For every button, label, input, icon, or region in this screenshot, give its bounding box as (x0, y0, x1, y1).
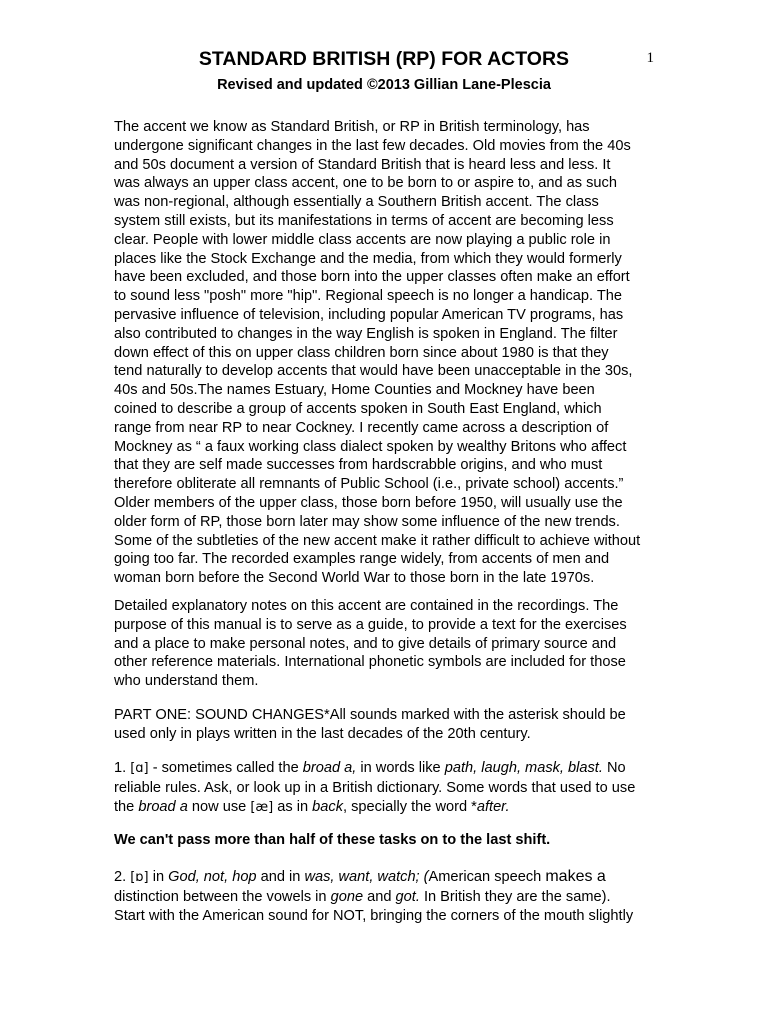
part-one-heading-paragraph (114, 706, 655, 744)
italic-examples: was, want, watch; ( (304, 869, 429, 885)
text-line: was non-regional, although essentially a Southern British accent. The class (114, 194, 599, 211)
text-line: who understand them. (114, 673, 259, 690)
text-line: coined to describe a group of accents spoken in South East England, which (114, 400, 602, 417)
text-run: - sometimes called the (148, 760, 303, 776)
text-line: pervasive influence of television, including popular American TV programs, has (114, 306, 624, 323)
text-line: was always an upper class accent, one to be born to or aspire to, and as such (114, 175, 617, 192)
text-line: down effect of this on upper class children born since about 1980 is that they (114, 344, 609, 361)
text-run: , specially the word * (343, 798, 477, 815)
purpose-paragraph (114, 597, 655, 691)
text-line: Some of the subtleties of the new accent make it rather difficult to achieve without (114, 532, 641, 549)
text-run: as in (273, 798, 313, 815)
text-line: Detailed explanatory notes on this accent are contained in the recordings. The (114, 598, 619, 614)
italic-example: got. (395, 888, 420, 905)
text-line: woman born before the Second World War to those born in the late 1970s. (114, 570, 595, 587)
document-subtitle: Revised and updated ©2013 Gillian Lane-Plescia (217, 77, 551, 93)
text-line: system still exists, but its manifestations in terms of accent are becoming less (114, 212, 614, 229)
bold-note: We can't pass more than half of these tasks on to the last shift. (114, 832, 551, 848)
text-line: PART ONE: SOUND CHANGES*All sounds marked with the asterisk should be (114, 707, 626, 723)
text-line: range from near RP to near Cockney. I recently came across a description of (114, 419, 609, 436)
document-title: STANDARD BRITISH (RP) FOR ACTORS (198, 48, 570, 70)
italic-term: broad a (138, 798, 188, 815)
text-line: that they are self made successes from hardscrabble origins, and who must (114, 457, 603, 474)
item-number: 1. (114, 760, 131, 776)
text-line: The accent we know as Standard British, or RP in British terminology, has (114, 119, 590, 135)
text-run: In British they are the same). (419, 888, 611, 905)
sound-item-1 (114, 759, 655, 817)
text-run: in (148, 869, 169, 885)
text-line: Older members of the upper class, those born before 1950, will usually use the (114, 494, 623, 511)
text-line: and 50s document a version of Standard British that is heard less and less. It (114, 156, 611, 173)
text-line: older form of RP, those born later may show some influence of the new trends. (114, 513, 620, 530)
sound-item-2 (114, 868, 655, 925)
text-line: therefore obliterate all remnants of Public School (i.e., private school) accents.” (114, 476, 624, 493)
text-line: tend naturally to develop accents that would have been unacceptable in the 30s, (114, 363, 633, 380)
text-line: and a place to make personal notes, and to give details of primary source and (114, 635, 617, 652)
text-line: undergone significant changes in the last few decades. Old movies from the 40s (114, 137, 631, 154)
text-line: going too far. The recorded examples range widely, from accents of men and (114, 551, 610, 568)
text-run: and in (256, 869, 305, 885)
text-line: clear. People with lower middle class accents are now playing a public role in (114, 231, 611, 248)
text-line: have been excluded, and those born into the upper classes often make an effort (114, 269, 630, 286)
ipa-symbol: [æ] (250, 799, 274, 815)
italic-examples: God, not, hop (168, 869, 257, 885)
text-run: in words like (356, 760, 445, 776)
intro-paragraph (114, 118, 655, 588)
sound-item-1-line-1 (114, 759, 655, 779)
text-line: also contributed to changes in the way English is spoken in England. The filter (114, 325, 618, 342)
ipa-symbol: [ɑ] (130, 761, 149, 776)
sound-item-1-line-2: reliable rules. Ask, or look up in a British dictionary. Some words that used to use (114, 779, 636, 796)
sound-item-2-line-3: Start with the American sound for NOT, bringing the corners of the mouth slightly (114, 907, 634, 924)
text-line: purpose of this manual is to serve as a guide, to provide a text for the exercises (114, 616, 627, 633)
text-line: other reference materials. International phonetic symbols are included for those (114, 654, 626, 671)
text-line: places like the Stock Exchange and the media, from which they would formerly (114, 250, 622, 267)
italic-example: after. (476, 798, 510, 815)
text-line: used only in plays written in the last decades of the 20th century. (114, 725, 531, 742)
text-line: 40s and 50s.The names Estuary, Home Counties and Mockney have been (114, 382, 595, 399)
page-number: 1 (646, 50, 654, 66)
item-number: 2. (114, 869, 131, 885)
ipa-symbol: [ɒ] (130, 870, 149, 885)
text-run: makes a (545, 868, 606, 885)
text-run: now use (187, 798, 251, 815)
text-run: No (602, 760, 626, 776)
text-line: Mockney as “ a faux working class dialect spoken by wealthy Britons who affect (114, 438, 627, 455)
text-run: American speech (428, 869, 546, 885)
italic-term: broad a, (302, 760, 357, 776)
sound-item-2-line-1 (114, 868, 655, 888)
text-run: and (363, 888, 396, 905)
sound-item-1-line-3 (114, 798, 655, 818)
sound-item-2-line-2 (114, 888, 655, 907)
italic-examples: path, laugh, mask, blast. (444, 760, 603, 776)
text-run: distinction between the vowels in (114, 888, 331, 905)
italic-example: back (312, 798, 343, 815)
italic-example: gone (330, 888, 364, 905)
text-line: to sound less "posh" more "hip". Regional speech is no longer a handicap. The (114, 288, 623, 305)
text-run: the (114, 798, 139, 815)
